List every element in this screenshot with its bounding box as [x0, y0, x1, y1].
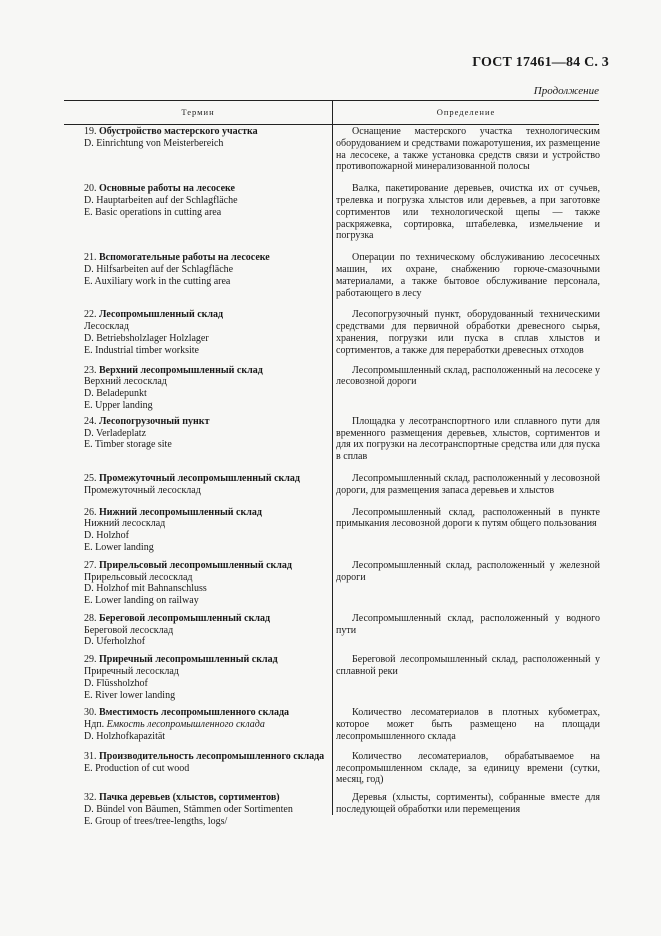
term-number: 26.	[84, 506, 99, 518]
term-cell	[64, 252, 325, 299]
definition-cell: Валка, пакетирование деревьев, очистка их от сучьев, трелевка и погрузка хлыстов или деревьев, а при заготовке сортиментов или технологической щепы — также раскряжевка, сортировка, штабелевка, измельчение и погрузка	[336, 183, 600, 242]
table-row	[64, 654, 600, 701]
term-synonym: E. Auxiliary work in the cutting area	[84, 275, 231, 287]
term-synonym: E. Lower landing	[84, 541, 154, 553]
term-synonym: E. Group of trees/tree-lengths, logs/	[84, 815, 228, 827]
term-synonym: D. Einrichtung von Meisterbereich	[84, 137, 224, 149]
term-number: 25.	[84, 472, 99, 484]
term-heading	[84, 560, 325, 572]
term-synonym: D. Holzhofkapazität	[84, 731, 166, 743]
term-synonym: E. Production of cut wood	[84, 762, 190, 774]
definition-cell: Лесопромышленный склад, расположенный у лесовозной дороги, для размещения запаса деревьев и хлыстов	[336, 472, 600, 496]
term-synonym: D. Flüssholzhof	[84, 677, 148, 689]
term-heading	[84, 613, 325, 625]
definition-cell: Площадка у лесотранспортного или сплавного пути для временного размещения деревьев, хлыстов, сортиментов и для их погрузки на лесотранспортные средства или для пуска в сплав	[336, 415, 600, 463]
term-cell	[64, 126, 325, 173]
table-row	[64, 126, 600, 173]
term-synonym: Ндп. Емкость лесопромышленного склада	[84, 719, 265, 731]
definition-cell: Деревья (хлысты, сортименты), собранные вместе для последующей обработки или перемещения	[336, 792, 600, 816]
term-heading	[84, 365, 325, 377]
term-synonym: E. Lower landing on railway	[84, 595, 199, 607]
term-cell	[64, 183, 325, 242]
term-title: Верхний лесопромышленный склад	[99, 364, 263, 376]
term-number: 21.	[84, 252, 99, 264]
term-cell	[64, 309, 325, 356]
term-heading	[84, 416, 325, 428]
term-title: Вместимость лесопромышленного склада	[99, 707, 290, 719]
term-synonym: D. Beladepunkt	[84, 388, 147, 400]
term-synonym: E. Timber storage site	[84, 439, 172, 451]
page-header: ГОСТ 17461—84 С. 3	[472, 55, 609, 70]
term-number: 20.	[84, 183, 99, 195]
term-number: 27.	[84, 559, 99, 571]
term-heading	[84, 309, 325, 321]
term-cell	[64, 751, 325, 786]
table-row	[64, 365, 600, 412]
term-title: Лесопромышленный склад	[99, 309, 224, 321]
term-cell	[64, 560, 325, 607]
table-row	[64, 252, 600, 299]
term-heading	[84, 707, 325, 719]
definition-cell: Лесопромышленный склад, расположенный на лесосеке у лесовозной дороги	[336, 364, 600, 388]
term-synonym: D. Betriebsholzlager Holzlager	[84, 332, 209, 344]
term-synonym: D. Holzhof	[84, 530, 129, 542]
definition-cell: Лесопромышленный склад, расположенный у железной дороги	[336, 559, 600, 583]
definition-cell: Оснащение мастерского участка технологическим оборудованием и средствами пожаротушения, их размещение на лесосеке, а также установка средств связи и устройство противопожарной минерализованной полосы	[336, 126, 600, 173]
definition-cell: Лесопогрузочный пункт, оборудованный техническими средствами для первичной обработки древесного сырья, хранения, погрузки или пуска в сплав хлыстов и сортиментов, а также для переработки древесных отходов	[336, 309, 600, 356]
term-synonym: D. Holzhof mit Bahnanschluss	[84, 583, 207, 595]
definition-cell: Операции по техническому обслуживанию лесосечных машин, их охране, снабжению горюче-смазочными материалами, а также бытовое обслуживание персонала, работающего в лесу	[336, 252, 600, 299]
table-row	[64, 473, 600, 497]
term-title: Нижний лесопромышленный склад	[99, 506, 262, 518]
term-synonym: E. Upper landing	[84, 399, 153, 411]
term-synonym: Нижний лесосклад	[84, 518, 166, 530]
table-row	[64, 507, 600, 554]
term-number: 28.	[84, 612, 99, 624]
definition-cell: Лесопромышленный склад, расположенный в пункте примыкания лесовозной дороги к путям общего пользования	[336, 506, 600, 530]
term-synonym: D. Bündel von Bäumen, Stämmen oder Sortimenten	[84, 804, 293, 816]
term-number: 23.	[84, 364, 99, 376]
term-number: 19.	[84, 126, 99, 137]
definition-cell: Береговой лесопромышленный склад, расположенный у сплавной реки	[336, 654, 600, 678]
table-row	[64, 613, 600, 648]
term-cell	[64, 654, 325, 701]
term-cell	[64, 792, 325, 827]
term-title: Пачка деревьев (хлыстов, сортиментов)	[99, 792, 280, 804]
term-synonym: D. Verladeplatz	[84, 427, 147, 439]
column-header-definition: Определение	[436, 107, 496, 117]
term-cell	[64, 416, 325, 463]
term-title: Приречный лесопромышленный склад	[99, 654, 278, 666]
term-synonym: Береговой лесосклад	[84, 624, 174, 636]
term-title: Основные работы на лесосеке	[99, 183, 235, 195]
terms-table	[64, 126, 600, 836]
term-cell	[64, 473, 325, 497]
term-heading	[84, 183, 325, 195]
definition-cell: Количество лесоматериалов в плотных кубометрах, которое может быть размещено на площади лесопромышленного склада	[336, 707, 600, 743]
term-heading	[84, 654, 325, 666]
term-heading	[84, 473, 325, 485]
definition-cell: Лесопромышленный склад, расположенный у водного пути	[336, 612, 600, 636]
term-cell	[64, 507, 325, 554]
term-synonym: Приречный лесосклад	[84, 666, 179, 678]
term-number: 22.	[84, 309, 99, 321]
term-number: 30.	[84, 707, 99, 719]
table-header	[64, 100, 599, 125]
term-number: 24.	[84, 415, 99, 427]
term-title: Производительность лесопромышленного склада	[99, 750, 325, 762]
term-synonym: E. Basic operations in cutting area	[84, 206, 222, 218]
term-title: Промежуточный лесопромышленный склад	[99, 472, 300, 484]
term-number: 32.	[84, 792, 99, 804]
term-synonym: E. Industrial timber worksite	[84, 344, 199, 356]
term-cell	[64, 707, 325, 742]
term-number: 31.	[84, 750, 99, 762]
column-header-terms: Термин	[64, 101, 333, 124]
table-row	[64, 183, 600, 242]
term-synonym: D. Hilfsarbeiten auf der Schlagfläche	[84, 263, 234, 275]
table-row	[64, 309, 600, 356]
table-row	[64, 560, 600, 607]
term-heading	[84, 252, 325, 264]
term-heading	[84, 507, 325, 519]
term-title: Прирельсовый лесопромышленный склад	[99, 559, 292, 571]
continued-label: Продолжение	[533, 85, 599, 97]
term-synonym: E. River lower landing	[84, 689, 176, 701]
term-heading	[84, 126, 325, 138]
table-row	[64, 751, 600, 786]
term-number: 29.	[84, 654, 99, 666]
term-heading	[84, 751, 325, 763]
term-title: Вспомогательные работы на лесосеке	[99, 252, 270, 264]
term-title: Лесопогрузочный пункт	[99, 415, 210, 427]
term-synonym: Верхний лесосклад	[84, 376, 167, 388]
table-row	[64, 792, 600, 827]
term-cell	[64, 613, 325, 648]
term-title: Обустройство мастерского участка	[99, 126, 258, 137]
term-cell	[64, 365, 325, 412]
term-synonym: Лесосклад	[84, 321, 129, 333]
term-heading	[84, 792, 325, 804]
term-synonym: Прирельсовый лесосклад	[84, 571, 193, 583]
term-synonym: D. Uferholzhof	[84, 636, 146, 648]
definition-cell: Количество лесоматериалов, обрабатываемое на лесопромышленном складе, за единицу времени (сутки, месяц, год)	[336, 750, 600, 786]
term-synonym: Промежуточный лесосклад	[84, 484, 201, 496]
table-row	[64, 707, 600, 742]
term-synonym: D. Hauptarbeiten auf der Schlagfläche	[84, 194, 238, 206]
term-title: Береговой лесопромышленный склад	[99, 612, 271, 624]
table-row	[64, 416, 600, 463]
